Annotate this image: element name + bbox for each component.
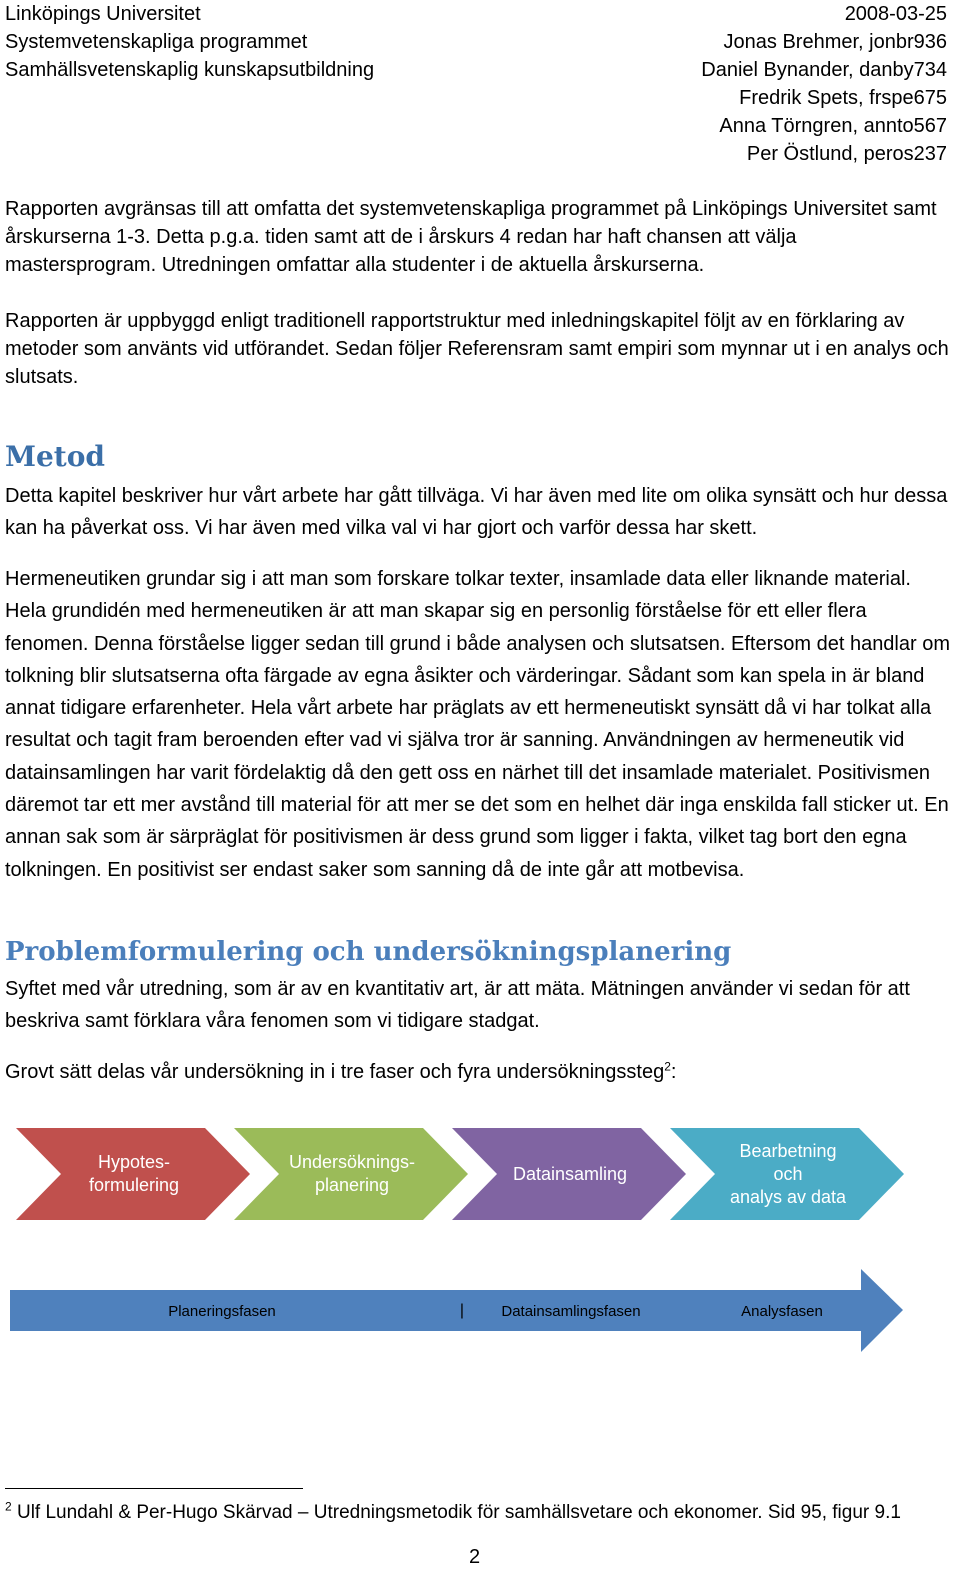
section-heading-metod: Metod	[5, 440, 105, 473]
document-date: 2008-03-25	[844, 3, 947, 25]
chevron-shape	[234, 1128, 468, 1220]
footnote-text: Ulf Lundahl & Per-Hugo Skärvad – Utredningsmetodik för samhällsvetare och ekonomer. Sid 95, figur 9.1	[11, 1502, 901, 1523]
step-label: Bearbetning	[739, 1141, 837, 1161]
intro-paragraph-structure: Rapporten är uppbyggd enligt traditionell rapportstruktur med inledningskapitel följt av en förklaring av metoder som använts vid utförandet. Sedan följer Referensram samt empiri som mynnar ut i en analys och slutsats.	[5, 310, 949, 388]
phase-separator: |	[459, 1302, 465, 1319]
footnote-number: 2	[5, 1499, 12, 1514]
metod-paragraph-intro: Detta kapitel beskriver hur vårt arbete har gått tillväga. Vi har även med lite om olika synsätt och hur dessa kan ha påverkat oss. Vi har även med vilka val vi har gjort och varför dessa har skett.	[5, 485, 948, 539]
footnote	[5, 1500, 901, 1526]
header-left	[5, 0, 374, 84]
process-step-planning	[234, 1128, 468, 1220]
author-line: Daniel Bynander, danby734	[701, 59, 947, 81]
problem-paragraph-phases	[5, 1056, 950, 1088]
process-diagram	[0, 1120, 960, 1370]
step-label: Datainsamling	[512, 1164, 628, 1184]
step-label: planering	[314, 1175, 390, 1195]
step-label: och	[773, 1164, 803, 1184]
step-label: Hypotes-	[97, 1152, 171, 1172]
course-name: Samhällsvetenskaplig kunskapsutbildning	[5, 59, 375, 81]
phases-text-end: :	[670, 1061, 677, 1083]
phase-label-analysis: Analysfasen	[741, 1303, 823, 1320]
author-line: Jonas Brehmer, jonbr936	[723, 31, 947, 53]
problem-paragraph-purpose: Syftet med vår utredning, som är av en kvantitativ art, är att mäta. Mätningen använder vi sedan för att beskriva samt förklara våra fenomen som vi tidigare stadgat.	[5, 978, 910, 1032]
university-name: Linköpings Universitet	[5, 3, 201, 25]
process-step-data-collection	[452, 1128, 686, 1220]
phase-label-planning: Planeringsfasen	[168, 1303, 276, 1320]
program-name: Systemvetenskapliga programmet	[5, 31, 308, 53]
step-label: Undersöknings-	[288, 1152, 416, 1172]
footnote-divider	[5, 1488, 303, 1489]
process-step-hypothesis	[16, 1128, 250, 1220]
author-line: Fredrik Spets, frspe675	[739, 87, 947, 109]
intro-paragraph-scope: Rapporten avgränsas till att omfatta det systemvetenskapliga programmet på Linköpings Universitet samt årskurserna 1-3. Detta p.g.a. tiden samt att de i årskurs 4 redan har haft chansen att välja mastersprogram. Utredningen omfattar alla studenter i de aktuella årskurserna.	[5, 198, 937, 276]
chevron-shape	[16, 1128, 250, 1220]
author-line: Anna Törngren, annto567	[719, 115, 947, 137]
header-right	[701, 0, 947, 168]
page-number: 2	[469, 1546, 481, 1568]
phases-text: Grovt sätt delas vår undersökning in i tre faser och fyra undersökningssteg	[5, 1061, 665, 1083]
step-label: analys av data	[729, 1187, 847, 1207]
phase-arrow	[10, 1269, 903, 1352]
step-label: formulering	[88, 1175, 180, 1195]
section-heading-problem: Problemformulering och undersökningsplanering	[5, 937, 732, 967]
phase-label-data-collection: Datainsamlingsfasen	[501, 1303, 641, 1320]
footnote-reference: 2	[664, 1059, 671, 1074]
process-step-analysis	[670, 1128, 904, 1220]
author-line: Per Östlund, peros237	[746, 143, 947, 165]
metod-paragraph-hermeneutics: Hermeneutiken grundar sig i att man som forskare tolkar texter, insamlade data eller liknande material. Hela grundidén med hermeneutiken är att man skapar sig en personlig förståelse för ett eller flera fenomen. Denna förståelse ligger sedan till grund i både analysen och slutsatsen. Eftersom det handlar om tolkning blir slutsatserna ofta färgade av egna åsikter och värderingar. Sådant som kan spela in är bland annat tidigare erfarenheter. Hela vårt arbete har präglats av ett hermeneutiskt synsätt då vi har tolkat alla resultat och tagit fram beroenden efter vad vi själva tror är sanning. Användningen av hermeneutik vid datainsamlingen har varit fördelaktig då den gett oss en närhet till det insamlade materialet. Positivismen däremot tar ett mer avstånd till material för att mer se det som en helhet där inga enskilda fall sticker ut. En annan sak som är särpräglat för positivismen är dess grund som ligger i fakta, vilket tag bort den egna tolkningen. En positivist ser endast saker som sanning då de inte går att motbevisa.	[5, 568, 950, 881]
